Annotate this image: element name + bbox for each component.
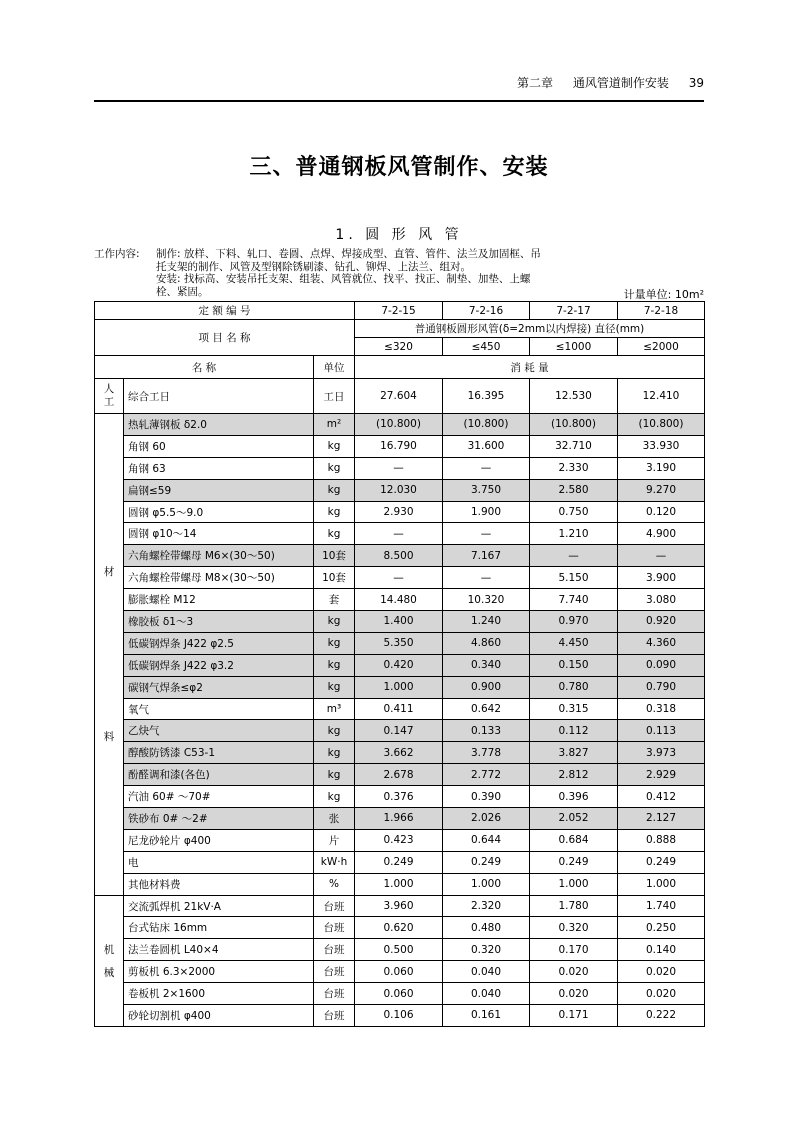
unit-column-header: 单位 bbox=[314, 356, 355, 379]
table-row bbox=[95, 895, 705, 917]
item-unit: 10套 bbox=[314, 545, 355, 567]
value-cell: 3.973 bbox=[618, 742, 705, 764]
item-unit: kg bbox=[314, 523, 355, 545]
value-cell: 0.020 bbox=[530, 961, 618, 983]
item-name: 乙炔气 bbox=[124, 720, 314, 742]
diameter-cell: ≤2000 bbox=[618, 338, 705, 356]
item-name: 碳钢气焊条≤φ2 bbox=[124, 676, 314, 698]
value-cell: 2.678 bbox=[355, 764, 443, 786]
value-cell: 1.966 bbox=[355, 808, 443, 830]
value-cell: 0.106 bbox=[355, 1005, 443, 1027]
item-unit: 台班 bbox=[314, 983, 355, 1005]
header-rule bbox=[94, 100, 704, 102]
value-cell: 0.320 bbox=[530, 917, 618, 939]
value-cell: 1.000 bbox=[530, 873, 618, 895]
table-row bbox=[95, 611, 705, 633]
value-cell: 0.644 bbox=[443, 829, 530, 851]
table-row bbox=[95, 1005, 705, 1027]
table-row bbox=[95, 589, 705, 611]
table-row bbox=[95, 939, 705, 961]
value-cell: 27.604 bbox=[355, 379, 443, 414]
category-char: 机 bbox=[103, 943, 115, 956]
work-content-line: 安装: 找标高、安装吊托支架、组装、风管就位、找平、找正、制垫、加垫、上螺 bbox=[156, 273, 531, 285]
value-cell: 0.249 bbox=[618, 851, 705, 873]
item-unit: 10套 bbox=[314, 567, 355, 589]
value-cell: 3.080 bbox=[618, 589, 705, 611]
value-cell: (10.800) bbox=[530, 414, 618, 436]
table-row bbox=[95, 523, 705, 545]
value-cell: 1.740 bbox=[618, 895, 705, 917]
value-cell: (10.800) bbox=[618, 414, 705, 436]
item-name: 膨胀螺栓 M12 bbox=[124, 589, 314, 611]
value-cell: — bbox=[355, 523, 443, 545]
item-name: 六角螺栓带螺母 M8×(30～50) bbox=[124, 567, 314, 589]
category-char: 械 bbox=[103, 966, 115, 979]
item-unit: 台班 bbox=[314, 917, 355, 939]
item-name: 汽油 60# ～70# bbox=[124, 786, 314, 808]
value-cell: 0.060 bbox=[355, 961, 443, 983]
value-cell: 0.888 bbox=[618, 829, 705, 851]
table-row bbox=[95, 501, 705, 523]
value-cell: 2.930 bbox=[355, 501, 443, 523]
item-unit: % bbox=[314, 873, 355, 895]
value-cell: 0.249 bbox=[355, 851, 443, 873]
value-cell: 0.150 bbox=[530, 654, 618, 676]
diameter-cell: ≤450 bbox=[443, 338, 530, 356]
value-cell: (10.800) bbox=[355, 414, 443, 436]
value-cell: 0.480 bbox=[443, 917, 530, 939]
value-cell: 0.642 bbox=[443, 698, 530, 720]
item-name: 电 bbox=[124, 851, 314, 873]
value-cell: 0.113 bbox=[618, 720, 705, 742]
value-cell: — bbox=[443, 457, 530, 479]
quota-label: 定 额 编 号 bbox=[95, 302, 355, 320]
table-row bbox=[95, 829, 705, 851]
item-name: 低碳钢焊条 J422 φ3.2 bbox=[124, 654, 314, 676]
name-column-header: 名 称 bbox=[95, 356, 314, 379]
diameter-cell: ≤1000 bbox=[530, 338, 618, 356]
item-name: 剪板机 6.3×2000 bbox=[124, 961, 314, 983]
value-cell: 0.140 bbox=[618, 939, 705, 961]
item-unit: kg bbox=[314, 742, 355, 764]
item-unit: 工日 bbox=[314, 379, 355, 414]
value-cell: 5.350 bbox=[355, 632, 443, 654]
item-unit: kW·h bbox=[314, 851, 355, 873]
item-name: 圆钢 φ5.5～9.0 bbox=[124, 501, 314, 523]
item-description: 普通钢板圆形风管(δ=2mm以内焊接) 直径(mm) bbox=[355, 320, 705, 338]
value-cell: 0.790 bbox=[618, 676, 705, 698]
code-cell: 7-2-15 bbox=[355, 302, 443, 320]
value-cell: 0.390 bbox=[443, 786, 530, 808]
value-cell: 4.360 bbox=[618, 632, 705, 654]
value-cell: 3.960 bbox=[355, 895, 443, 917]
value-cell: 2.320 bbox=[443, 895, 530, 917]
value-cell: 16.790 bbox=[355, 435, 443, 457]
table-row bbox=[95, 435, 705, 457]
subtitle: 1. 圆 形 风 管 bbox=[335, 227, 463, 243]
code-cell: 7-2-17 bbox=[530, 302, 618, 320]
value-cell: 16.395 bbox=[443, 379, 530, 414]
item-name: 酚醛调和漆(各色) bbox=[124, 764, 314, 786]
value-cell: 2.580 bbox=[530, 479, 618, 501]
value-cell: 2.772 bbox=[443, 764, 530, 786]
table-row bbox=[95, 961, 705, 983]
value-cell: 0.020 bbox=[618, 983, 705, 1005]
item-name: 圆钢 φ10～14 bbox=[124, 523, 314, 545]
table-row bbox=[95, 983, 705, 1005]
consumption-column-header: 消 耗 量 bbox=[355, 356, 705, 379]
page-title: 三、普通钢板风管制作、安装 bbox=[249, 155, 549, 180]
page-number: 39 bbox=[688, 76, 704, 90]
table-row bbox=[95, 851, 705, 873]
value-cell: — bbox=[443, 567, 530, 589]
category-char: 人工 bbox=[103, 383, 115, 408]
value-cell: 0.318 bbox=[618, 698, 705, 720]
value-cell: 0.147 bbox=[355, 720, 443, 742]
table-row bbox=[95, 479, 705, 501]
item-unit: 台班 bbox=[314, 961, 355, 983]
value-cell: 3.662 bbox=[355, 742, 443, 764]
work-content-label: 工作内容: bbox=[94, 248, 140, 260]
value-cell: 0.396 bbox=[530, 786, 618, 808]
value-cell: 0.040 bbox=[443, 983, 530, 1005]
machinery-category bbox=[95, 895, 124, 1026]
table-row bbox=[95, 786, 705, 808]
value-cell: 12.030 bbox=[355, 479, 443, 501]
value-cell: 4.450 bbox=[530, 632, 618, 654]
value-cell: 0.970 bbox=[530, 611, 618, 633]
table-row bbox=[95, 720, 705, 742]
value-cell: 1.780 bbox=[530, 895, 618, 917]
value-cell: 1.000 bbox=[618, 873, 705, 895]
value-cell: 0.112 bbox=[530, 720, 618, 742]
materials-category bbox=[95, 414, 124, 896]
value-cell: 0.900 bbox=[443, 676, 530, 698]
value-cell: 0.222 bbox=[618, 1005, 705, 1027]
value-cell: 0.920 bbox=[618, 611, 705, 633]
value-cell: 0.090 bbox=[618, 654, 705, 676]
table-row bbox=[95, 917, 705, 939]
diameter-cell: ≤320 bbox=[355, 338, 443, 356]
item-unit: 张 bbox=[314, 808, 355, 830]
value-cell: 0.040 bbox=[443, 961, 530, 983]
value-cell: 2.929 bbox=[618, 764, 705, 786]
work-content-line: 栓、紧固。 bbox=[156, 285, 209, 298]
item-unit: kg bbox=[314, 654, 355, 676]
table-row bbox=[95, 764, 705, 786]
item-name: 台式钻床 16mm bbox=[124, 917, 314, 939]
value-cell: 0.376 bbox=[355, 786, 443, 808]
value-cell: 33.930 bbox=[618, 435, 705, 457]
table-row bbox=[95, 632, 705, 654]
item-name: 交流弧焊机 21kV·A bbox=[124, 895, 314, 917]
value-cell: 0.133 bbox=[443, 720, 530, 742]
item-unit: m³ bbox=[314, 698, 355, 720]
table-row bbox=[95, 676, 705, 698]
value-cell: 2.812 bbox=[530, 764, 618, 786]
value-cell: 0.249 bbox=[443, 851, 530, 873]
value-cell: 3.750 bbox=[443, 479, 530, 501]
value-cell: 1.210 bbox=[530, 523, 618, 545]
value-cell: 2.127 bbox=[618, 808, 705, 830]
value-cell: 5.150 bbox=[530, 567, 618, 589]
value-cell: — bbox=[530, 545, 618, 567]
table-row bbox=[95, 379, 705, 414]
value-cell: 0.315 bbox=[530, 698, 618, 720]
item-unit: kg bbox=[314, 611, 355, 633]
work-content-line: 托支架的制作、风管及型钢除锈刷漆、钻孔、铆焊、上法兰、组对。 bbox=[156, 260, 471, 273]
value-cell: 0.620 bbox=[355, 917, 443, 939]
value-cell: 31.600 bbox=[443, 435, 530, 457]
value-cell: 0.020 bbox=[530, 983, 618, 1005]
item-name: 醇酸防锈漆 C53-1 bbox=[124, 742, 314, 764]
item-label: 项 目 名 称 bbox=[95, 320, 355, 356]
value-cell: 3.778 bbox=[443, 742, 530, 764]
page-header bbox=[94, 74, 704, 94]
value-cell: 0.161 bbox=[443, 1005, 530, 1027]
table-row bbox=[95, 873, 705, 895]
chapter-label: 第二章 bbox=[517, 76, 554, 90]
value-cell: 1.900 bbox=[443, 501, 530, 523]
value-cell: 1.000 bbox=[443, 873, 530, 895]
value-cell: 12.410 bbox=[618, 379, 705, 414]
value-cell: 0.120 bbox=[618, 501, 705, 523]
value-cell: 3.900 bbox=[618, 567, 705, 589]
item-unit: kg bbox=[314, 786, 355, 808]
value-cell: 0.412 bbox=[618, 786, 705, 808]
value-cell: 0.060 bbox=[355, 983, 443, 1005]
value-cell: 9.270 bbox=[618, 479, 705, 501]
item-unit: kg bbox=[314, 720, 355, 742]
value-cell: 0.423 bbox=[355, 829, 443, 851]
item-unit: kg bbox=[314, 435, 355, 457]
value-cell: 1.000 bbox=[355, 676, 443, 698]
value-cell: 0.320 bbox=[443, 939, 530, 961]
item-name: 角钢 60 bbox=[124, 435, 314, 457]
value-cell: 3.190 bbox=[618, 457, 705, 479]
value-cell: 0.020 bbox=[618, 961, 705, 983]
category-char: 材 bbox=[103, 566, 115, 579]
item-unit: kg bbox=[314, 632, 355, 654]
item-unit: m² bbox=[314, 414, 355, 436]
table-row bbox=[95, 742, 705, 764]
value-cell: 0.170 bbox=[530, 939, 618, 961]
item-name: 低碳钢焊条 J422 φ2.5 bbox=[124, 632, 314, 654]
value-cell: 4.900 bbox=[618, 523, 705, 545]
category-char: 料 bbox=[103, 731, 115, 744]
value-cell: 0.420 bbox=[355, 654, 443, 676]
value-cell: 1.400 bbox=[355, 611, 443, 633]
value-cell: — bbox=[355, 567, 443, 589]
value-cell: 0.411 bbox=[355, 698, 443, 720]
value-cell: (10.800) bbox=[443, 414, 530, 436]
value-cell: 2.330 bbox=[530, 457, 618, 479]
item-name: 角钢 63 bbox=[124, 457, 314, 479]
code-cell: 7-2-18 bbox=[618, 302, 705, 320]
item-unit: kg bbox=[314, 501, 355, 523]
value-cell: 0.684 bbox=[530, 829, 618, 851]
value-cell: 12.530 bbox=[530, 379, 618, 414]
item-unit: kg bbox=[314, 676, 355, 698]
item-name: 砂轮切割机 φ400 bbox=[124, 1005, 314, 1027]
item-name: 尼龙砂轮片 φ400 bbox=[124, 829, 314, 851]
item-unit: kg bbox=[314, 764, 355, 786]
value-cell: — bbox=[355, 457, 443, 479]
table-row bbox=[95, 698, 705, 720]
item-name: 热轧薄钢板 δ2.0 bbox=[124, 414, 314, 436]
table-row bbox=[95, 808, 705, 830]
value-cell: 2.026 bbox=[443, 808, 530, 830]
value-cell: 3.827 bbox=[530, 742, 618, 764]
item-name: 综合工日 bbox=[124, 379, 314, 414]
value-cell: 32.710 bbox=[530, 435, 618, 457]
value-cell: 14.480 bbox=[355, 589, 443, 611]
item-name: 扁钢≤59 bbox=[124, 479, 314, 501]
table-row bbox=[95, 654, 705, 676]
table-row bbox=[95, 545, 705, 567]
item-name: 六角螺栓带螺母 M6×(30～50) bbox=[124, 545, 314, 567]
table-row bbox=[95, 457, 705, 479]
item-unit: 台班 bbox=[314, 1005, 355, 1027]
value-cell: 2.052 bbox=[530, 808, 618, 830]
value-cell: 4.860 bbox=[443, 632, 530, 654]
item-unit: 片 bbox=[314, 829, 355, 851]
item-unit: kg bbox=[314, 479, 355, 501]
item-name: 法兰卷圆机 L40×4 bbox=[124, 939, 314, 961]
value-cell: 7.167 bbox=[443, 545, 530, 567]
unit-note: 计量单位: 10m² bbox=[623, 288, 704, 301]
item-unit: 台班 bbox=[314, 939, 355, 961]
item-unit: kg bbox=[314, 457, 355, 479]
code-cell: 7-2-16 bbox=[443, 302, 530, 320]
table-row bbox=[95, 567, 705, 589]
work-content-line: 制作: 放样、下料、轧口、卷圆、点焊、焊接成型、直管、管件、法兰及加固框、吊 bbox=[156, 248, 541, 260]
value-cell: — bbox=[618, 545, 705, 567]
value-cell: 8.500 bbox=[355, 545, 443, 567]
item-unit: 套 bbox=[314, 589, 355, 611]
item-name: 铁砂布 0# ～2# bbox=[124, 808, 314, 830]
table-row bbox=[95, 414, 705, 436]
value-cell: 1.240 bbox=[443, 611, 530, 633]
labor-category bbox=[95, 379, 124, 414]
item-name: 其他材料费 bbox=[124, 873, 314, 895]
value-cell: 0.750 bbox=[530, 501, 618, 523]
value-cell: 0.250 bbox=[618, 917, 705, 939]
value-cell: 0.171 bbox=[530, 1005, 618, 1027]
value-cell: 0.500 bbox=[355, 939, 443, 961]
quota-table bbox=[94, 301, 705, 1027]
item-name: 氧气 bbox=[124, 698, 314, 720]
item-unit: 台班 bbox=[314, 895, 355, 917]
value-cell: 0.780 bbox=[530, 676, 618, 698]
item-name: 卷板机 2×1600 bbox=[124, 983, 314, 1005]
value-cell: 7.740 bbox=[530, 589, 618, 611]
value-cell: — bbox=[443, 523, 530, 545]
section-label: 通风管道制作安装 bbox=[572, 76, 669, 90]
value-cell: 10.320 bbox=[443, 589, 530, 611]
value-cell: 1.000 bbox=[355, 873, 443, 895]
item-name: 橡胶板 δ1～3 bbox=[124, 611, 314, 633]
value-cell: 0.249 bbox=[530, 851, 618, 873]
value-cell: 0.340 bbox=[443, 654, 530, 676]
